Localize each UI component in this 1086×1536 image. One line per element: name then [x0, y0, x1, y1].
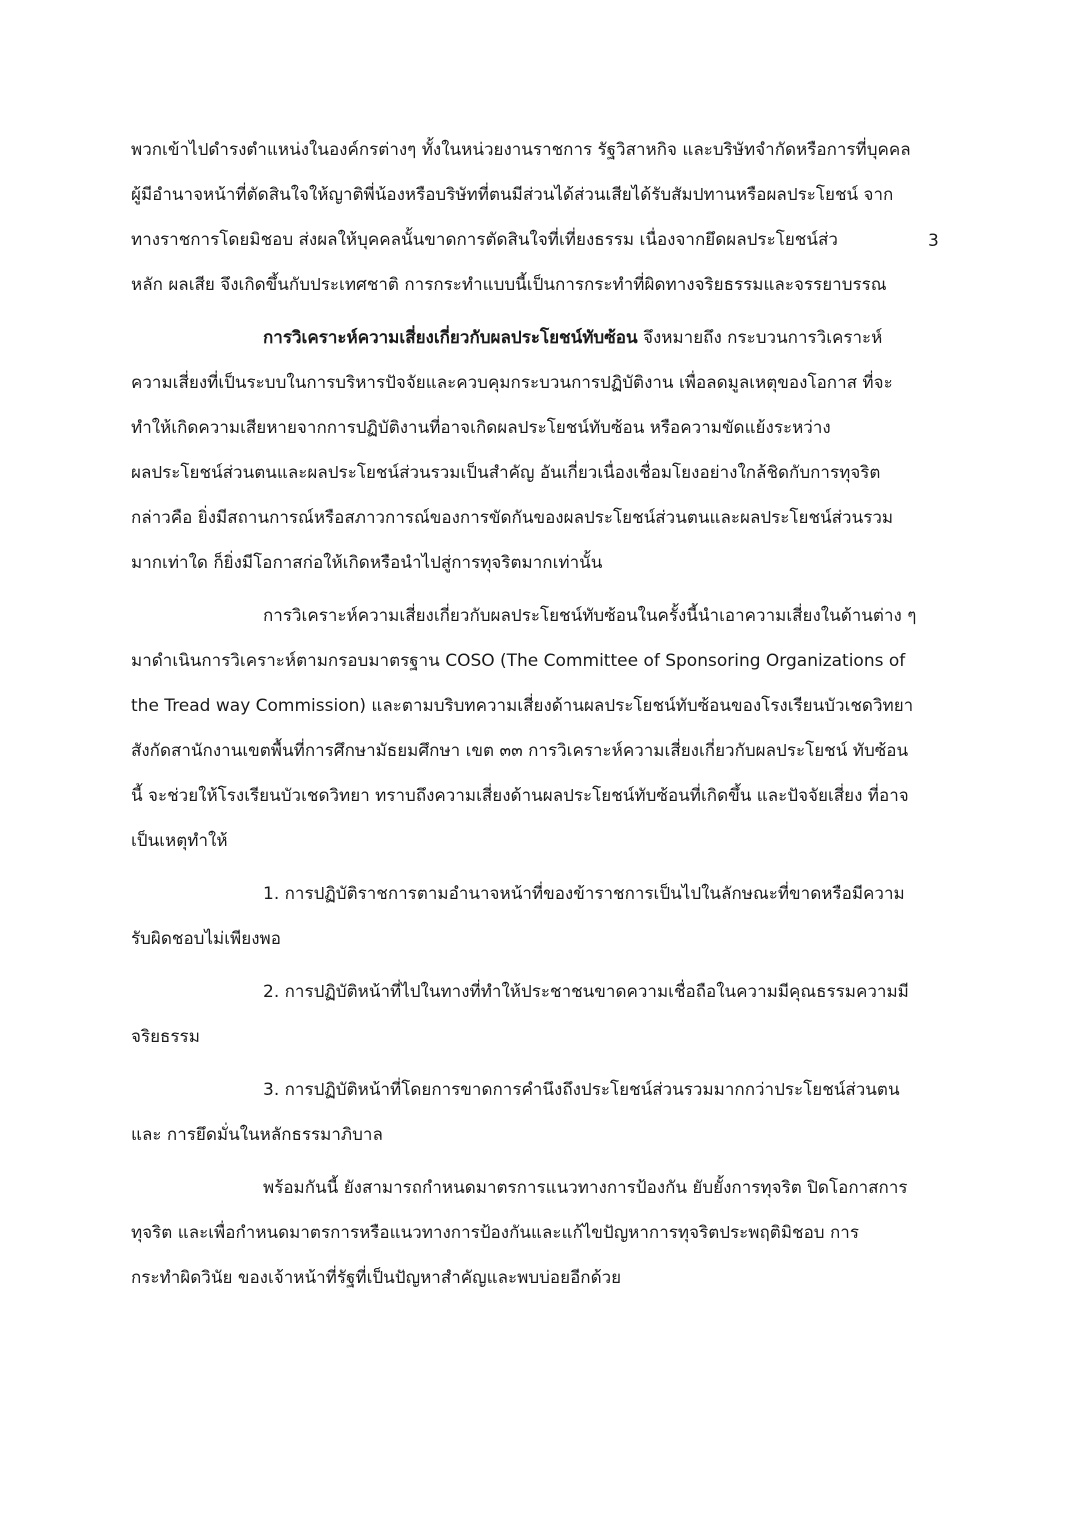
list-item-line: 2. การปฏิบัติหน้าที่ไปในทางที่ทำให้ประชาชนขาดความเชื่อถือในความมีคุณธรรมความมี: [263, 982, 909, 1002]
list-item: [131, 970, 956, 1060]
definition-text: จึงหมายถึง กระบวนการวิเคราะห์: [637, 328, 883, 348]
text-line: ทุจริต และเพื่อกำหนดมาตรการหรือแนวทางการป้องกันและแก้ไขปัญหาการทุจริตประพฤติมิชอบ การ: [131, 1223, 859, 1243]
list-item-line: จริยธรรม: [131, 1027, 200, 1047]
definition-term: การวิเคราะห์ความเสี่ยงเกี่ยวกับผลประโยชน์ทับซ้อน: [263, 328, 638, 348]
text-line: เป็นเหตุทำให้: [131, 831, 228, 851]
paragraph-coso-framework: [131, 594, 956, 864]
text-line: [131, 316, 956, 361]
text-line: ผู้มีอำนาจหน้าที่ตัดสินใจให้ญาติพี่น้องหรือบริษัทที่ตนมีส่วนได้ส่วนเสียได้รับสัมปทานหรือผลประโยชน์ จาก: [131, 185, 894, 205]
text-line: กล่าวคือ ยิ่งมีสถานการณ์หรือสภาวการณ์ของการขัดกันของผลประโยชน์ส่วนตนและผลประโยชน์ส่วนรวม: [131, 508, 894, 528]
text-line: มากเท่าใด ก็ยิ่งมีโอกาสก่อให้เกิดหรือนำไปสู่การทุจริตมากเท่านั้น: [131, 553, 603, 573]
page-number: 3: [928, 231, 939, 251]
numbered-list: [131, 872, 956, 1158]
list-item: [131, 872, 956, 962]
text-line: ผลประโยชน์ส่วนตนและผลประโยชน์ส่วนรวมเป็นสำคัญ อันเกี่ยวเนื่องเชื่อมโยงอย่างใกล้ชิดกับการทุจริต: [131, 463, 881, 483]
text-line: ความเสี่ยงที่เป็นระบบในการบริหารปัจจัยและควบคุมกระบวนการปฏิบัติงาน เพื่อลดมูลเหตุของโอกาส ที่จะ: [131, 373, 893, 393]
list-item-line: 1. การปฏิบัติราชการตามอำนาจหน้าที่ของข้าราชการเป็นไปในลักษณะที่ขาดหรือมีความ: [263, 884, 905, 904]
text-line: กระทำผิดวินัย ของเจ้าหน้าที่รัฐที่เป็นปัญหาสำคัญและพบบ่อยอีกด้วย: [131, 1268, 622, 1288]
text-line: หลัก ผลเสีย จึงเกิดขึ้นกับประเทศชาติ การกระทำแบบนี้เป็นการกระทำที่ผิดทางจริยธรรมและจรรยาบรรณ: [131, 275, 887, 295]
text-line: การวิเคราะห์ความเสี่ยงเกี่ยวกับผลประโยชน์ทับซ้อนในครั้งนี้นำเอาความเสี่ยงในด้านต่าง ๆ: [263, 606, 917, 626]
text-line: ทางราชการโดยมิชอบ ส่งผลให้บุคคลนั้นขาดการตัดสินใจที่เที่ยงธรรม เนื่องจากยึดผลประโยชน์ส่ว: [131, 230, 838, 250]
document-body: [131, 128, 956, 1301]
text-line: พวกเข้าไปดำรงตำแหน่งในองค์กรต่างๆ ทั้งในหน่วยงานราชการ รัฐวิสาหกิจ และบริษัทจำกัดหรือการที่บุคคล: [131, 140, 911, 160]
text-line: มาดำเนินการวิเคราะห์ตามกรอบมาตรฐาน COSO (The Committee of Sponsoring Organizations of: [131, 651, 906, 671]
text-line: สังกัดสานักงานเขตพื้นที่การศึกษามัธยมศึกษา เขต ๓๓ การวิเคราะห์ความเสี่ยงเกี่ยวกับผลประโยชน์ ทับซ้อน: [131, 741, 909, 761]
list-item-line: และ การยึดมั่นในหลักธรรมาภิบาล: [131, 1125, 383, 1145]
list-item-line: 3. การปฏิบัติหน้าที่โดยการขาดการคำนึงถึงประโยชน์ส่วนรวมมากกว่าประโยชน์ส่วนตน: [263, 1080, 900, 1100]
paragraph-conflict-description: [131, 128, 956, 308]
text-line: พร้อมกันนี้ ยังสามารถกำหนดมาตรการแนวทางการป้องกัน ยับยั้งการทุจริต ปิดโอกาสการ: [263, 1178, 908, 1198]
text-line: the Tread way Commission) และตามบริบทความเสี่ยงด้านผลประโยชน์ทับซ้อนของโรงเรียนบัวเชดวิทยา: [131, 696, 914, 716]
paragraph-preventive-measures: [131, 1166, 956, 1301]
text-line: นี้ จะช่วยให้โรงเรียนบัวเชดวิทยา ทราบถึงความเสี่ยงด้านผลประโยชน์ทับซ้อนที่เกิดขึ้น และปัจจัยเสี่ยง ที่อาจ: [131, 786, 909, 806]
list-item-line: รับผิดชอบไม่เพียงพอ: [131, 929, 281, 949]
paragraph-risk-analysis-definition: [131, 316, 956, 586]
text-line: ทำให้เกิดความเสียหายจากการปฏิบัติงานที่อาจเกิดผลประโยชน์ทับซ้อน หรือความขัดแย้งระหว่าง: [131, 418, 831, 438]
list-item: [131, 1068, 956, 1158]
